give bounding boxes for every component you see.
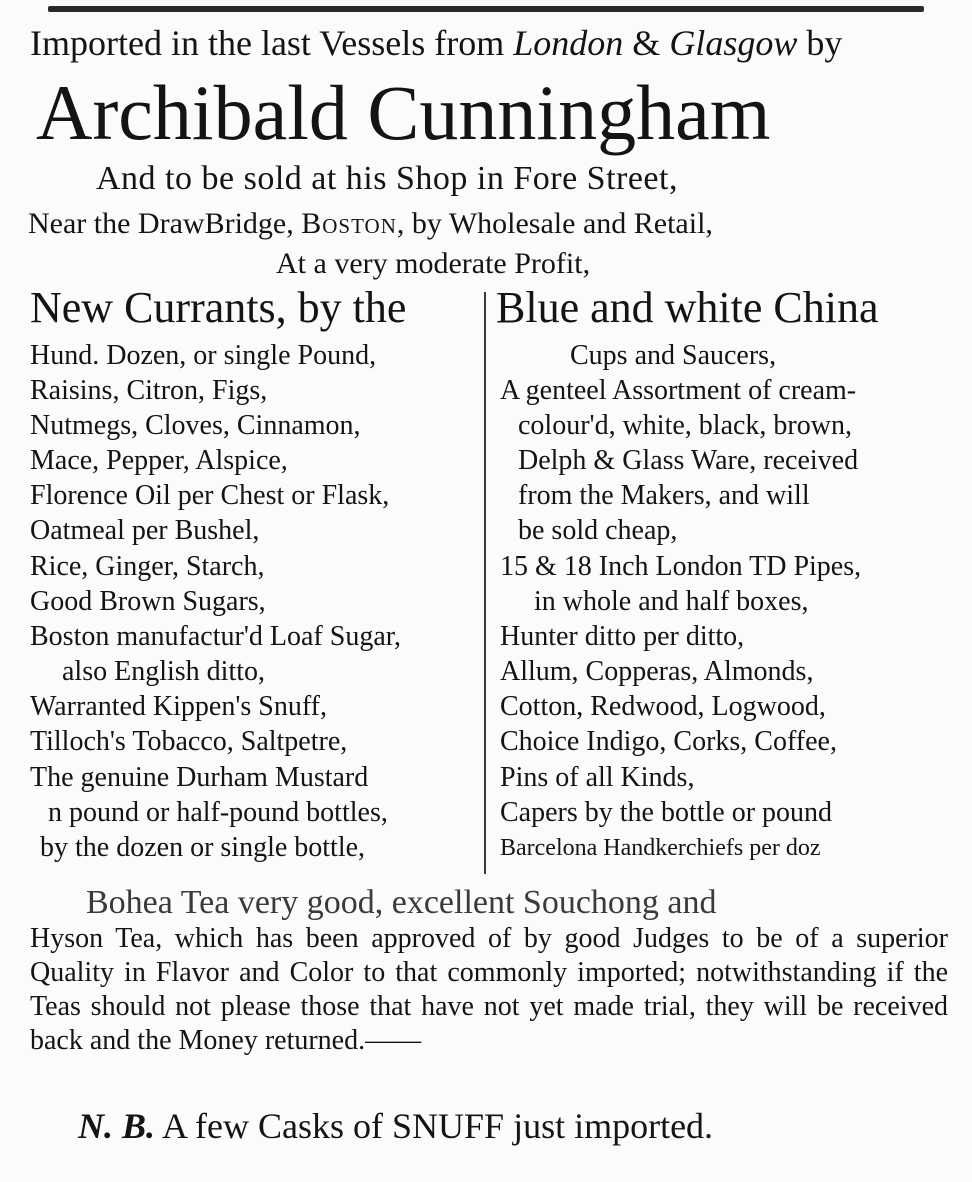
tea-paragraph: Hyson Tea, which has been approved of by good Judges to be of a superior Quality in Flavor and Color to that commonly imported; notwithstanding if the Teas should not please those that have not yet made trial, they will be received back and the Money returned.—— (30, 923, 948, 1056)
near-suffix: , by Wholesale and Retail, (396, 207, 713, 240)
right-column-heading: Blue and white China (496, 283, 879, 332)
right-item: A genteel Assortment of cream- (500, 375, 857, 406)
column-divider (484, 292, 486, 874)
left-item: Tilloch's Tobacco, Saltpetre, (30, 726, 348, 757)
left-item: Hund. Dozen, or single Pound, (30, 340, 377, 371)
bohea-tea-line: Bohea Tea very good, excellent Souchong and (86, 884, 717, 921)
near-drawbridge-line (28, 207, 713, 241)
left-item: also English ditto, (62, 656, 265, 687)
nb-label: N. B. (78, 1106, 156, 1146)
right-item: be sold cheap, (518, 515, 678, 546)
profit-line: At a very moderate Profit, (276, 247, 591, 280)
left-item: The genuine Durham Mustard (30, 762, 369, 793)
right-item: colour'd, white, black, brown, (518, 410, 852, 441)
right-item: Choice Indigo, Corks, Coffee, (500, 726, 837, 757)
left-item: Oatmeal per Bushel, (30, 515, 260, 546)
right-item: 15 & 18 Inch London TD Pipes, (500, 551, 862, 582)
left-item: Nutmegs, Cloves, Cinnamon, (30, 410, 361, 441)
left-item: Good Brown Sugars, (30, 586, 266, 617)
right-item: in whole and half boxes, (534, 586, 809, 617)
left-item: Warranted Kippen's Snuff, (30, 691, 327, 722)
near-city: Boston (301, 207, 397, 240)
right-item: Hunter ditto per ditto, (500, 621, 745, 652)
near-prefix: Near the DrawBridge, (28, 207, 302, 240)
right-item: from the Makers, and will (518, 480, 810, 511)
imported-glasgow: Glasgow (669, 23, 798, 63)
imported-suffix: by (797, 23, 843, 63)
right-item: Cups and Saucers, (570, 340, 777, 371)
left-item: Rice, Ginger, Starch, (30, 551, 265, 582)
shop-location-line: And to be sold at his Shop in Fore Street, (96, 160, 678, 197)
left-item: Boston manufactur'd Loaf Sugar, (30, 621, 401, 652)
imported-line (30, 22, 842, 64)
left-item: Mace, Pepper, Alspice, (30, 445, 288, 476)
right-item: Cotton, Redwood, Logwood, (500, 691, 826, 722)
nota-bene-line (78, 1105, 713, 1147)
right-item: Pins of all Kinds, (500, 762, 695, 793)
imported-prefix: Imported in the last Vessels from (30, 23, 514, 63)
left-item: Florence Oil per Chest or Flask, (30, 480, 390, 511)
left-column-heading: New Currants, by the (30, 283, 407, 332)
top-rule (48, 6, 924, 12)
merchant-name: Archibald Cunningham (36, 69, 771, 156)
nb-text: A few Casks of SNUFF just imported. (155, 1106, 714, 1146)
imported-amp: & (623, 23, 670, 63)
right-item: Allum, Copperas, Almonds, (500, 656, 814, 687)
left-item: n pound or half-pound bottles, (48, 797, 388, 828)
left-item: Raisins, Citron, Figs, (30, 375, 268, 406)
right-item: Capers by the bottle or pound (500, 797, 833, 828)
left-item: by the dozen or single bottle, (40, 832, 366, 863)
imported-london: London (513, 23, 624, 63)
right-item: Delph & Glass Ware, received (518, 445, 859, 476)
right-item: Barcelona Handkerchiefs per doz (500, 835, 821, 861)
